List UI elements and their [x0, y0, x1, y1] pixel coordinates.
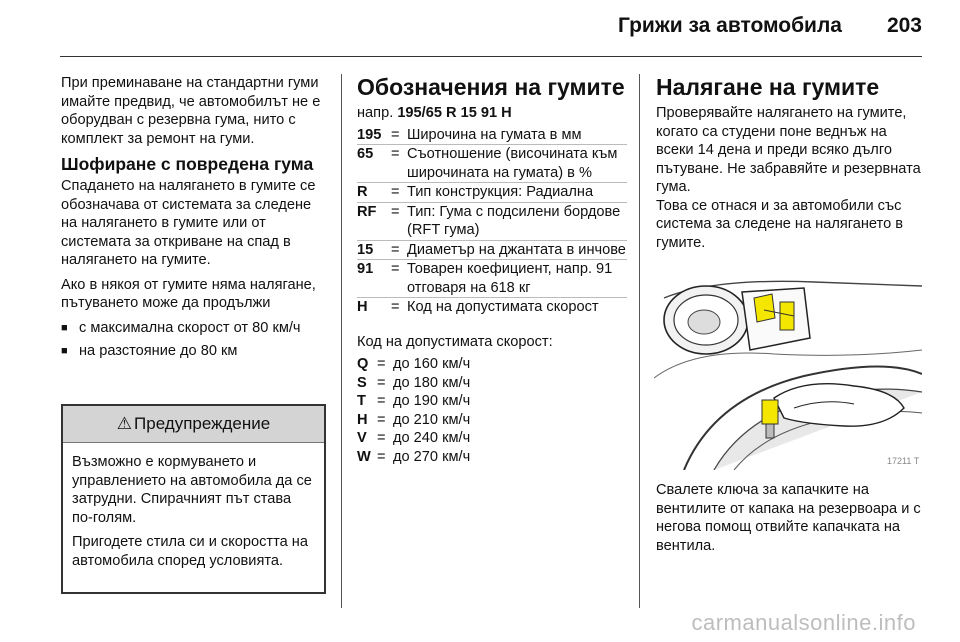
paragraph-check-pressure: Проверявайте налягането на гумите, когато са студени поне веднъж на всеки 14 дена и преди всяко дълго пътуване. Не забравяйте и резервната гума.: [656, 105, 921, 195]
header-rule: [60, 56, 922, 57]
tyre-code-row-eq: =: [391, 183, 407, 203]
speed-code-row: [357, 392, 627, 411]
figure-caption-block: [656, 481, 926, 561]
speed-code-row-eq: =: [377, 448, 386, 465]
header-title: Грижи за автомобила: [617, 14, 842, 37]
warning-triangle-icon: ⚠: [116, 414, 133, 433]
speed-code-row-eq: =: [377, 393, 386, 409]
warning-title: Предупреждение: [134, 414, 271, 433]
speed-code-row-desc: до 190 км/ч: [393, 393, 471, 409]
paragraph-monitoring-system: Това се отнася и за автомобили със система за следене на налягането в гумите.: [656, 197, 903, 251]
speed-code-row-desc: до 160 км/ч: [393, 356, 471, 372]
tyre-code-row-desc: Тип конструкция: Радиална: [407, 183, 627, 203]
tyre-code-row-desc: Тип: Гума с подсилени бордове (RFT гума): [407, 202, 627, 240]
column-divider-2: [639, 74, 640, 608]
speed-code-row: [357, 411, 627, 430]
tyre-code-row-key: 15: [357, 240, 391, 260]
tyre-code-row: [357, 260, 627, 298]
valve-cap-figure: [654, 258, 922, 470]
warning-paragraph-1: Възможно е кормуването и управлението на автомобила да се затрудни. Спирачният път става по-голям.: [72, 454, 312, 526]
speed-code-row-key: Q: [357, 356, 369, 372]
speed-code-row: [357, 374, 627, 393]
tyre-code-row-eq: =: [391, 260, 407, 298]
section-heading-tyre-pressure: Налягане на гумите: [656, 74, 880, 100]
paragraph-continue-driving: Ако в някоя от гумите няма налягане, пътуването може да продължи: [61, 276, 316, 311]
example-prefix: напр.: [357, 105, 394, 121]
page-number: 203: [886, 14, 922, 37]
bullet-item: ■ с максимална скорост от 80 км/ч: [61, 319, 326, 338]
tyre-code-row-key: H: [357, 299, 368, 315]
tyre-code-row-desc: Широчина на гумата в мм: [407, 126, 627, 145]
tyre-code-row-eq: =: [391, 240, 407, 260]
warning-body: [63, 443, 324, 570]
paragraph-pressure-loss: Спадането на налягането в гумите се обозначава от системата за следене на налягането в гумите или от системата за откриване на спад в налягането на гумите.: [61, 178, 316, 268]
speed-code-table: [357, 355, 627, 466]
tyre-code-row-key: 65: [357, 145, 391, 183]
tyre-code-row: [357, 145, 627, 183]
warning-paragraph-2: Пригодете стила си и скоростта на автомобила според условията.: [72, 534, 308, 569]
valve-key-illustration: [654, 258, 922, 470]
figure-caption: Свалете ключа за капачките на вентилите от капака на резервоара и с негова помощ отвийте капачката на вентила.: [656, 482, 921, 554]
tyre-code-row-key: 195: [357, 126, 391, 145]
section-heading-flat-tyre: Шофиране с повредена гума: [61, 154, 314, 174]
tyre-code-row-key: R: [357, 183, 391, 203]
tyre-code-row-desc: Съотношение (височината към широчината на гумата) в %: [407, 145, 627, 183]
column-divider-1: [341, 74, 342, 608]
example-code: 195/65 R 15 91 H: [397, 105, 512, 121]
speed-code-row-eq: =: [377, 374, 386, 391]
tyre-code-row-eq: =: [391, 126, 407, 145]
tyre-code-row-eq: =: [391, 202, 407, 240]
tyre-code-row: [357, 183, 627, 203]
tyre-code-row-desc: Диаметър на джантата в инчове: [407, 241, 626, 258]
tyre-code-row: [357, 298, 627, 317]
tyre-code-row-eq: =: [391, 299, 400, 315]
tyre-code-row-desc: Код на допустимата скорост: [407, 299, 599, 315]
tyre-code-example: [357, 104, 627, 123]
intro-paragraph: При преминаване на стандартни гуми имайте предвид, че автомобилът не е оборудван с резервна гума, нито с комплект за ремонт на гуми.: [61, 75, 321, 147]
speed-code-row-desc: до 210 км/ч: [393, 411, 471, 428]
column-1: [61, 74, 326, 366]
speed-code-row-key: T: [357, 393, 366, 409]
column-2: [357, 74, 627, 466]
speed-code-row-eq: =: [377, 430, 386, 446]
speed-code-row-eq: =: [377, 411, 386, 428]
column-3: [656, 74, 926, 258]
speed-code-row-desc: до 270 км/ч: [393, 448, 471, 465]
speed-code-row-key: H: [357, 411, 368, 428]
section-heading-tyre-markings: Обозначения на гумите: [357, 74, 625, 100]
speed-code-row-desc: до 240 км/ч: [393, 430, 471, 446]
speed-code-row-key: V: [357, 430, 367, 446]
warning-header: [63, 406, 324, 443]
tyre-code-row: [357, 240, 627, 260]
watermark-text: carmanualsonline.info: [691, 610, 916, 635]
tyre-code-row-eq: =: [391, 145, 407, 183]
tyre-code-row-desc: Товарен коефициент, напр. 91 отговаря на 618 кг: [407, 260, 627, 298]
bullet-item: ■ на разстояние до 80 км: [61, 342, 326, 361]
speed-code-row-key: S: [357, 374, 367, 391]
tyre-code-row: [357, 202, 627, 240]
tyre-code-row-key: RF: [357, 202, 391, 240]
speed-code-row-desc: до 180 км/ч: [393, 374, 471, 391]
speed-code-row: [357, 355, 627, 374]
tyre-code-row: [357, 126, 627, 145]
tyre-code-table: [357, 126, 627, 317]
speed-code-row: [357, 429, 627, 448]
warning-box: [61, 404, 326, 594]
speed-code-row-key: W: [357, 448, 371, 465]
speed-intro: Код на допустимата скорост:: [357, 333, 553, 350]
speed-code-row-eq: =: [377, 356, 386, 372]
figure-code: 17211 T: [887, 456, 920, 466]
speed-code-row: [357, 448, 627, 467]
tyre-code-row-key: 91: [357, 260, 391, 298]
